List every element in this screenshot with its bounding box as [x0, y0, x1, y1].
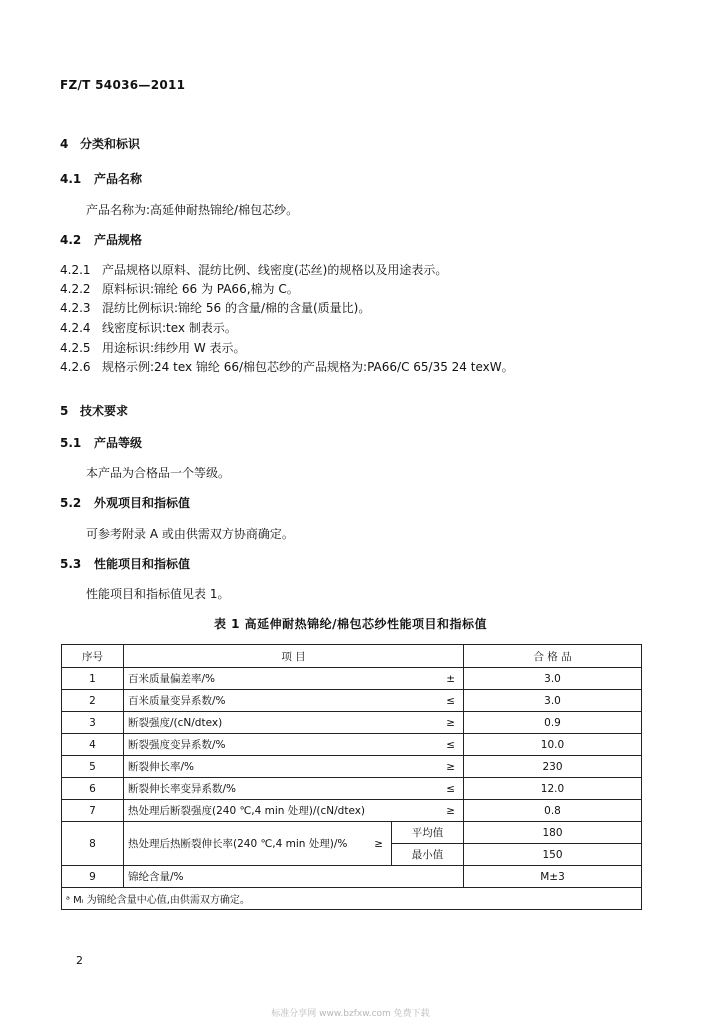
row-item: 百米质量变异系数/% — [128, 695, 226, 707]
row-symbol: ≥ — [374, 837, 383, 850]
row-item: 断裂伸长率/% — [128, 761, 195, 773]
row-value: 180 — [464, 822, 642, 844]
row-no: 1 — [62, 668, 124, 690]
section-4-1-heading — [60, 170, 142, 187]
row-no: 6 — [62, 778, 124, 800]
row-symbol: ± — [446, 672, 455, 685]
header-grade: 合 格 品 — [464, 645, 642, 668]
table-row — [62, 800, 642, 822]
section-title: 产品等级 — [94, 436, 143, 450]
table-row — [62, 822, 642, 844]
header-item: 项 目 — [124, 645, 464, 668]
section-title: 分类和标识 — [80, 137, 141, 151]
table-note-row — [62, 888, 642, 910]
row-item: 百米质量偏差率/% — [128, 673, 216, 685]
section-5-2-heading — [60, 494, 190, 511]
row-value: 3.0 — [464, 690, 642, 712]
row-item: 断裂强度/(cN/dtex) — [128, 717, 223, 729]
page-number: 2 — [76, 954, 83, 967]
header-no: 序号 — [62, 645, 124, 668]
row-value: 0.8 — [464, 800, 642, 822]
row-no: 5 — [62, 756, 124, 778]
watermark-text: 标准分享网 www.bzfxw.com 免费下载 — [271, 1009, 430, 1019]
clause-number: 4.2.3 — [60, 301, 91, 315]
section-number: 5.1 — [60, 436, 82, 450]
table-row — [62, 778, 642, 800]
row-symbol: ≥ — [446, 804, 455, 817]
row-value: 10.0 — [464, 734, 642, 756]
table-row — [62, 690, 642, 712]
row-item: 锦纶含量/% — [124, 866, 464, 888]
sub-label-average: 平均值 — [392, 822, 464, 844]
row-no: 3 — [62, 712, 124, 734]
table-row — [62, 712, 642, 734]
row-item: 断裂强度变异系数/% — [128, 739, 226, 751]
section-title: 性能项目和指标值 — [94, 557, 191, 571]
row-value: 150 — [464, 844, 642, 866]
section-5-heading — [60, 402, 128, 419]
section-title: 产品名称 — [94, 172, 143, 186]
clause-number: 4.2.2 — [60, 282, 91, 296]
section-number: 4 — [60, 137, 69, 151]
row-value: M±3 — [464, 866, 642, 888]
table-row — [62, 668, 642, 690]
row-value: 230 — [464, 756, 642, 778]
clause-4-2-5 — [60, 339, 246, 356]
section-5-2-body: 可参考附录 A 或由供需双方协商确定。 — [86, 527, 294, 541]
row-value: 3.0 — [464, 668, 642, 690]
section-4-heading — [60, 135, 140, 152]
table-header-row — [62, 645, 642, 668]
section-5-3-body: 性能项目和指标值见表 1。 — [86, 587, 230, 601]
table-footnote: ᵃ Mᵢ 为锦纶含量中心值,由供需双方确定。 — [62, 888, 642, 910]
row-symbol: ≤ — [446, 694, 455, 707]
row-item: 热处理后热断裂伸长率(240 ℃,4 min 处理)/% — [128, 838, 348, 850]
section-number: 4.2 — [60, 233, 82, 247]
table-caption: 表 1 高延伸耐热锦纶/棉包芯纱性能项目和指标值 — [213, 617, 488, 631]
row-no: 7 — [62, 800, 124, 822]
table-row — [62, 866, 642, 888]
clause-number: 4.2.6 — [60, 360, 91, 374]
row-symbol: ≥ — [446, 760, 455, 773]
section-number: 5.2 — [60, 496, 82, 510]
clause-text: 混纺比例标识:锦纶 56 的含量/棉的含量(质量比)。 — [102, 301, 371, 315]
clause-text: 规格示例:24 tex 锦纶 66/棉包芯纱的产品规格为:PA66/C 65/35 24 texW。 — [102, 360, 514, 374]
clause-number: 4.2.1 — [60, 263, 91, 277]
table-row — [62, 734, 642, 756]
standard-code-header: FZ/T 54036—2011 — [60, 78, 186, 92]
section-number: 5.3 — [60, 557, 82, 571]
row-no: 9 — [62, 866, 124, 888]
section-5-3-heading — [60, 555, 190, 572]
row-no: 2 — [62, 690, 124, 712]
row-value: 0.9 — [464, 712, 642, 734]
clause-4-2-4 — [60, 319, 237, 336]
section-5-1-body: 本产品为合格品一个等级。 — [86, 466, 231, 480]
section-number: 4.1 — [60, 172, 82, 186]
section-number: 5 — [60, 404, 69, 418]
row-symbol: ≤ — [446, 782, 455, 795]
clause-number: 4.2.5 — [60, 341, 91, 355]
clause-text: 用途标识:纬纱用 W 表示。 — [102, 341, 246, 355]
clause-4-2-3 — [60, 299, 370, 316]
row-value: 12.0 — [464, 778, 642, 800]
clause-text: 线密度标识:tex 制表示。 — [102, 321, 237, 335]
sub-label-minimum: 最小值 — [392, 844, 464, 866]
section-4-1-body: 产品名称为:高延伸耐热锦纶/棉包芯纱。 — [86, 203, 299, 217]
clause-4-2-6 — [60, 358, 514, 375]
row-no: 4 — [62, 734, 124, 756]
section-title: 外观项目和指标值 — [94, 496, 191, 510]
clause-text: 产品规格以原料、混纺比例、线密度(芯丝)的规格以及用途表示。 — [102, 263, 448, 277]
table-row — [62, 756, 642, 778]
row-no: 8 — [62, 822, 124, 866]
clause-4-2-2 — [60, 280, 299, 297]
section-title: 产品规格 — [94, 233, 143, 247]
performance-table — [61, 644, 642, 910]
clause-4-2-1 — [60, 261, 447, 278]
clause-text: 原料标识:锦纶 66 为 PA66,棉为 C。 — [102, 282, 299, 296]
row-symbol: ≤ — [446, 738, 455, 751]
row-item: 热处理后断裂强度(240 ℃,4 min 处理)/(cN/dtex) — [128, 805, 366, 817]
row-symbol: ≥ — [446, 716, 455, 729]
section-title: 技术要求 — [80, 404, 129, 418]
clause-number: 4.2.4 — [60, 321, 91, 335]
section-4-2-heading — [60, 231, 142, 248]
row-item: 断裂伸长率变异系数/% — [128, 783, 237, 795]
section-5-1-heading — [60, 434, 142, 451]
